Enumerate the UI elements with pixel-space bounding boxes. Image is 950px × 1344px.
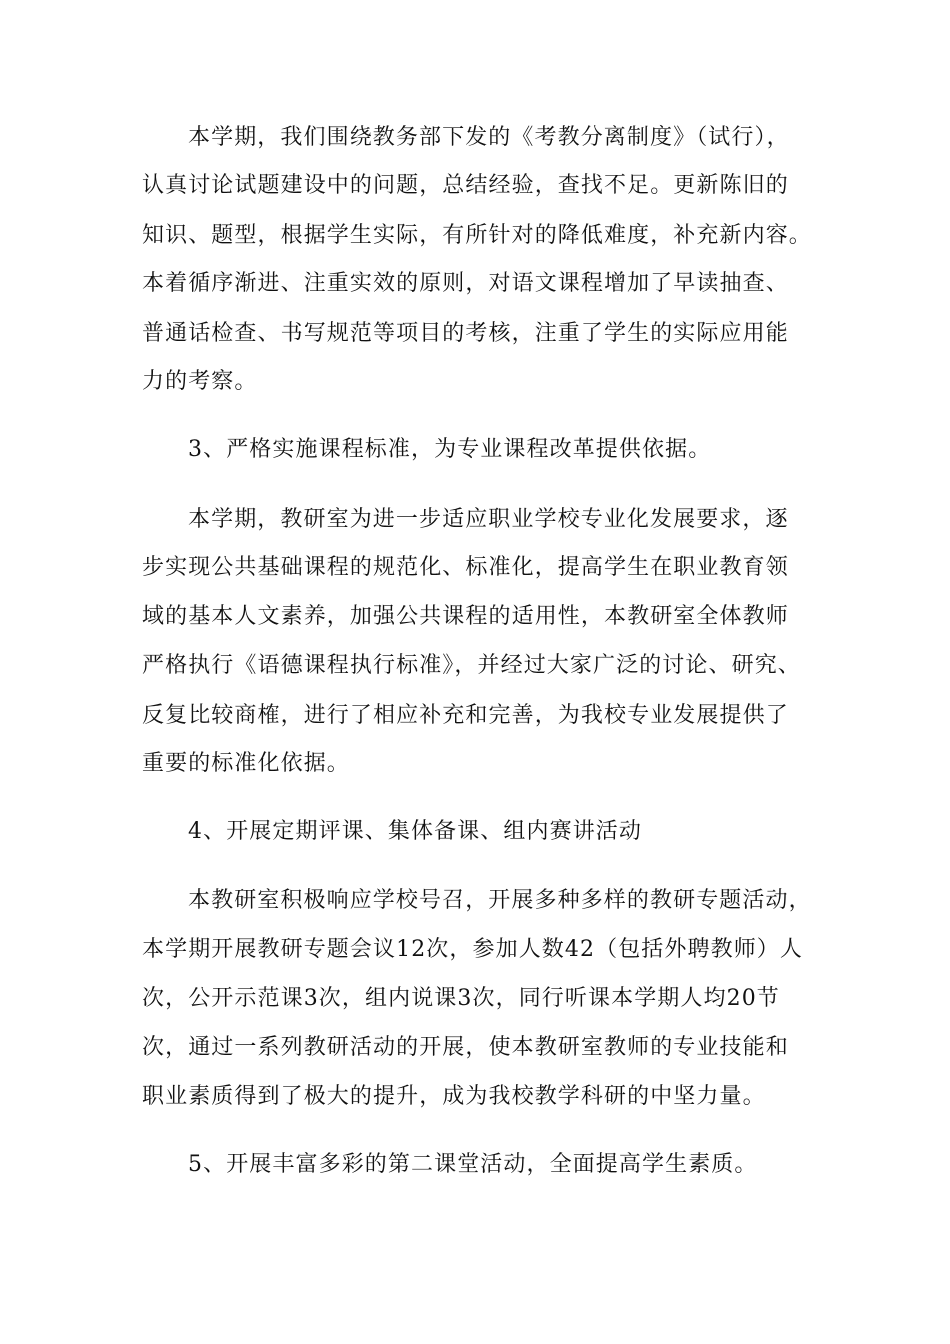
section-heading-5: 5、开展丰富多彩的第二课堂活动，全面提高学生素质。 — [188, 1152, 758, 1177]
paragraph-1-line-1: 本学期，我们围绕教务部下发的《考教分离制度》（试行）， — [188, 125, 790, 150]
paragraph-3-line-4: 次，通过一系列教研活动的开展，使本教研室教师的专业技能和 — [142, 1035, 789, 1060]
paragraph-3-line-5: 职业素质得到了极大的提升，成为我校教学科研的中坚力量。 — [142, 1084, 766, 1109]
paragraph-2-line-2: 步实现公共基础课程的规范化、标准化，提高学生在职业教育领 — [142, 555, 789, 580]
paragraph-1-line-5: 普通话检查、书写规范等项目的考核，注重了学生的实际应用能 — [142, 321, 789, 346]
section-heading-3: 3、严格实施课程标准，为专业课程改革提供依据。 — [188, 437, 712, 462]
paragraph-1-line-6: 力的考察。 — [142, 369, 258, 394]
paragraph-2-line-5: 反复比较商榷，进行了相应补充和完善，为我校专业发展提供了 — [142, 703, 789, 728]
paragraph-1-line-4: 本着循序渐进、注重实效的原则，对语文课程增加了早读抽查、 — [142, 271, 789, 296]
paragraph-3-line-3: 次，公开示范课3次，组内说课3次，同行听课本学期人均20节 — [142, 986, 780, 1011]
paragraph-1-line-3: 知识、题型，根据学生实际，有所针对的降低难度，补充新内容。 — [142, 223, 812, 248]
paragraph-2-line-4: 严格执行《语德课程执行标准》，并经过大家广泛的讨论、研究、 — [142, 653, 801, 678]
section-heading-4: 4、开展定期评课、集体备课、组内赛讲活动 — [188, 819, 642, 844]
paragraph-3-line-2: 本学期开展教研专题会议12次，参加人数42（包括外聘教师）人 — [142, 937, 803, 962]
paragraph-2-line-6: 重要的标准化依据。 — [142, 751, 350, 776]
paragraph-2-line-3: 域的基本人文素养，加强公共课程的适用性，本教研室全体教师 — [142, 604, 789, 629]
paragraph-2-line-1: 本学期，教研室为进一步适应职业学校专业化发展要求，逐 — [188, 507, 789, 532]
paragraph-1-line-2: 认真讨论试题建设中的问题，总结经验，查找不足。更新陈旧的 — [142, 173, 789, 198]
paragraph-3-line-1: 本教研室积极响应学校号召，开展多种多样的教研专题活动， — [188, 888, 812, 913]
